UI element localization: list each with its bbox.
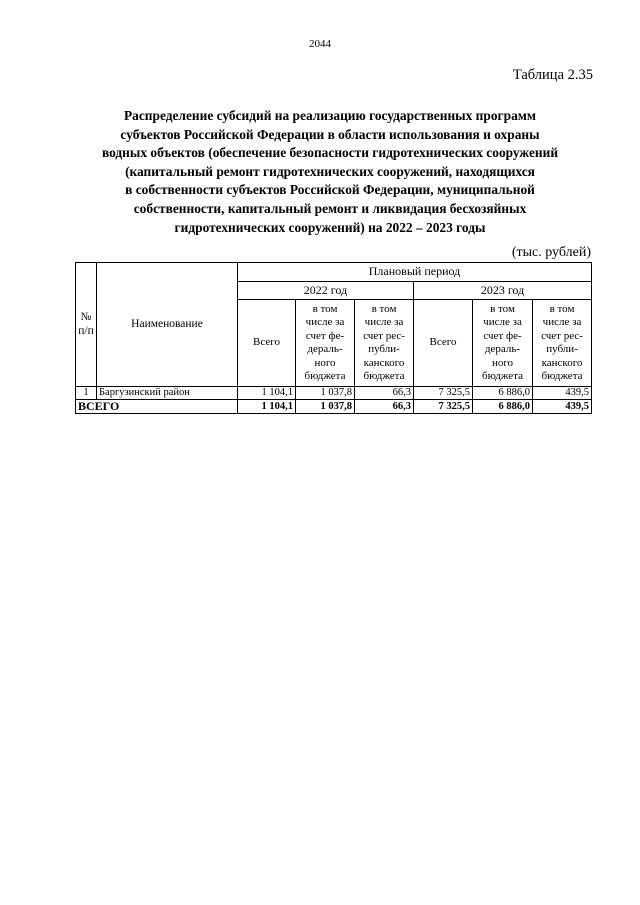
- total-republic-2023: 439,5: [533, 400, 592, 414]
- header-republic-2022-text: в том числе за счет рес- публи- канского бюджета: [363, 302, 405, 382]
- row-total-2023: 7 325,5: [414, 387, 473, 400]
- header-federal-2023: [473, 300, 533, 387]
- title-line: Распределение субсидий на реализацию государственных программ: [123, 108, 537, 123]
- title-line: субъектов Российской Федерации в области использования и охраны: [120, 126, 540, 142]
- total-federal-2023: 6 886,0: [473, 400, 533, 414]
- total-total-2023: 7 325,5: [414, 400, 473, 414]
- header-name: Наименование: [97, 263, 238, 387]
- header-federal-2023-text: в том числе за счет фе- дераль- ного бюджета: [481, 302, 523, 382]
- row-republic-2022: 66,3: [355, 387, 414, 400]
- header-total-2022: Всего: [238, 300, 296, 387]
- title-line: в собственности субъектов Российской Федерации, муниципальной: [125, 182, 535, 198]
- total-federal-2022: 1 037,8: [296, 400, 355, 414]
- total-total-2022: 1 104,1: [238, 400, 296, 414]
- row-federal-2023: 6 886,0: [473, 387, 533, 400]
- total-label: ВСЕГО: [76, 400, 238, 414]
- title-line: гидротехнических сооружений) на 2022 – 2023 годы: [174, 219, 486, 235]
- header-federal-2022-text: в том числе за счет фе- дераль- ного бюджета: [304, 302, 346, 382]
- row-republic-2023: 439,5: [533, 387, 592, 400]
- row-name: Баргузинский район: [97, 387, 238, 400]
- row-federal-2022: 1 037,8: [296, 387, 355, 400]
- title-line: (капитальный ремонт гидротехнических сооружений, находящихся: [125, 163, 535, 179]
- table-row: [76, 387, 592, 400]
- title-line: собственности, капитальный ремонт и ликвидация бесхозяйных: [133, 200, 527, 216]
- header-year-2023: 2023 год: [414, 282, 592, 300]
- total-republic-2022: 66,3: [355, 400, 414, 414]
- subsidy-table: [75, 262, 592, 414]
- header-republic-2023-text: в том числе за счет рес- публи- канского бюджета: [541, 302, 583, 382]
- row-total-2022: 1 104,1: [238, 387, 296, 400]
- header-year-2022: 2022 год: [238, 282, 414, 300]
- table-label: Таблица 2.35: [512, 67, 593, 83]
- title-line: водных объектов (обеспечение безопасности гидротехнических сооружений: [101, 145, 559, 161]
- header-number: [76, 263, 97, 387]
- header-planned-period: Плановый период: [238, 263, 592, 282]
- header-total-2023: Всего: [414, 300, 473, 387]
- row-number: 1: [76, 387, 97, 400]
- header-republic-2023: [533, 300, 592, 387]
- document-title: [70, 107, 590, 237]
- unit-note: (тыс. рублей): [511, 245, 591, 260]
- header-federal-2022: [296, 300, 355, 387]
- header-republic-2022: [355, 300, 414, 387]
- header-number-text: № п/п: [78, 311, 94, 337]
- total-row: [76, 400, 592, 414]
- page-number: 2044: [309, 38, 331, 50]
